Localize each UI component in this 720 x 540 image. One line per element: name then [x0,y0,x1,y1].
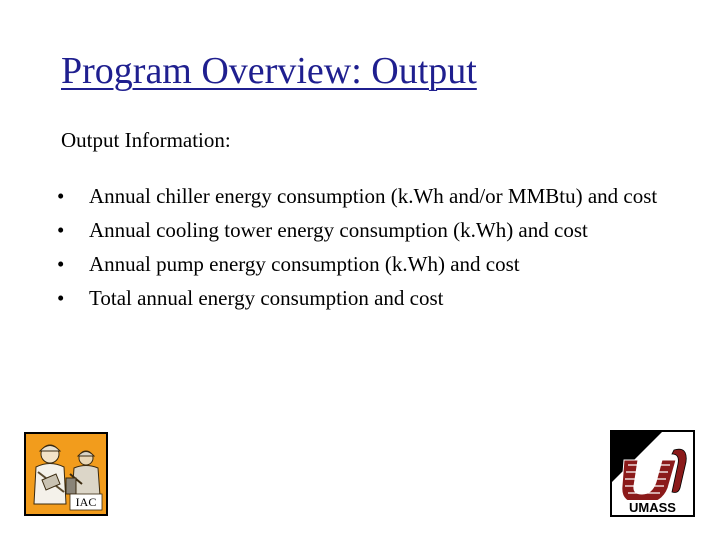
output-bullet-list [57,179,697,315]
bullet-marker: • [57,286,65,310]
umass-logo-text: UMASS [629,500,676,515]
bullet-marker: • [57,184,65,208]
bullet-item [57,247,697,281]
slide-title: Program Overview: Output [61,50,477,92]
iac-logo-icon [24,432,108,516]
bullet-item [57,179,697,213]
umass-logo-icon [610,430,695,517]
bullet-text: Annual chiller energy consumption (k.Wh and/or MMBtu) and cost [89,184,658,208]
bullet-marker: • [57,252,65,276]
output-information-heading: Output Information: [61,128,231,152]
bullet-marker: • [57,218,65,242]
bullet-text: Annual cooling tower energy consumption (k.Wh) and cost [89,218,588,242]
bullet-item [57,281,697,315]
iac-logo-text: IAC [75,495,97,509]
umass-logo-graphic [612,432,693,515]
bullet-text: Total annual energy consumption and cost [89,286,444,310]
bullet-text: Annual pump energy consumption (k.Wh) and cost [89,252,520,276]
iac-logo-graphic [26,434,106,514]
bullet-item [57,213,697,247]
